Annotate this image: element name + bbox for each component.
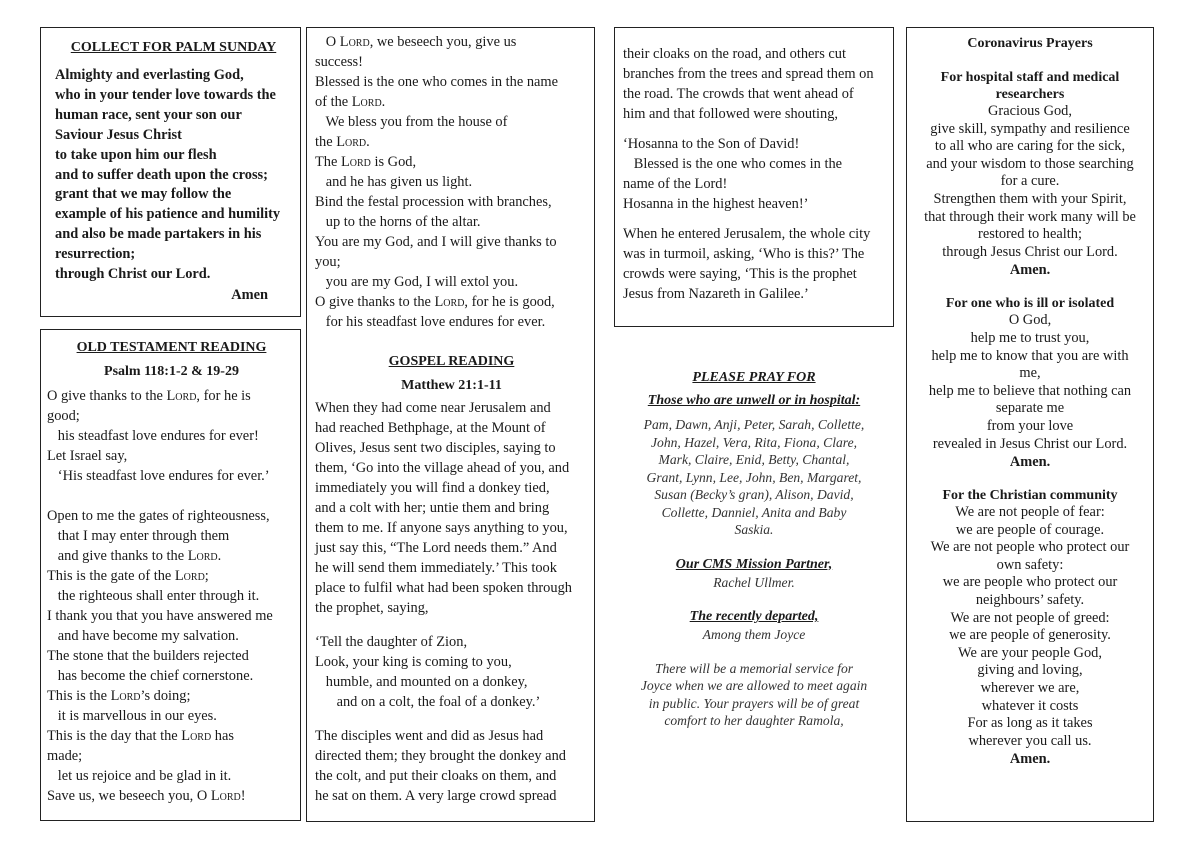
- gospel-line: ‘Hosanna to the Son of David!: [623, 136, 800, 152]
- prayer-line: help me to trust you,: [970, 329, 1090, 346]
- gospel-line: the road. The crowds that went ahead of: [623, 86, 854, 102]
- collect-line: and to suffer death upon the cross;: [55, 166, 268, 183]
- prayer-line: Gracious God,: [988, 103, 1072, 119]
- psalm-line: success!: [315, 54, 363, 70]
- psalm-line: ‘His steadfast love endures for ever.’: [47, 468, 270, 484]
- divine-name: Lord: [166, 388, 197, 404]
- psalm-line: O give thanks to the Lord, for he is good,: [315, 294, 555, 310]
- gospel-continuation-panel: [614, 27, 894, 327]
- gospel-line: Jesus from Nazareth in Galilee.’: [623, 286, 809, 302]
- prayer-line: neighbours’ safety.: [975, 592, 1085, 609]
- psalm-line: and he has given us light.: [315, 174, 473, 190]
- collect-heading: COLLECT FOR PALM SUNDAY: [70, 40, 277, 55]
- divine-name: Lord: [110, 688, 141, 704]
- psalm-line: Save us, we beseech you, O Lord!: [47, 788, 246, 804]
- gospel-line: had reached Bethphage, at the Mount of: [315, 420, 546, 436]
- collect-line: Almighty and everlasting God,: [55, 67, 244, 83]
- gospel-reference: Matthew 21:1-11: [401, 378, 502, 393]
- prayer-hospital: [909, 103, 1151, 261]
- collect-amen: Amen: [231, 286, 268, 303]
- prayer-line: help me to believe that nothing can: [928, 382, 1132, 399]
- prayer-amen: Amen.: [1009, 454, 1051, 471]
- gospel-line: The disciples went and did as Jesus had: [315, 728, 544, 744]
- psalm-line: you are my God, I will extol you.: [315, 274, 519, 290]
- collect-panel: [40, 27, 301, 317]
- gospel-paragraph-1: [315, 398, 588, 618]
- prayer-line: revealed in Jesus Christ our Lord.: [932, 435, 1128, 452]
- gospel-line: Olives, Jesus sent two disciples, saying to: [315, 440, 556, 456]
- mission-partner-heading: Our CMS Mission Partner,: [675, 556, 833, 572]
- psalm-line: and have become my salvation.: [47, 628, 239, 644]
- divine-name: Lord: [174, 568, 205, 584]
- coronavirus-title: Coronavirus Prayers: [967, 36, 1093, 51]
- prayer-line: we are people of generosity.: [949, 627, 1111, 644]
- psalm-line: and give thanks to the Lord.: [47, 548, 222, 564]
- prayer-list: [614, 368, 894, 748]
- divine-name: Lord: [340, 154, 371, 170]
- prayer-line: We are your people God,: [958, 644, 1102, 661]
- psalm-line: that I may enter through them: [47, 528, 230, 544]
- gospel-heading: GOSPEL READING: [388, 354, 515, 369]
- prayer-ill: [909, 312, 1151, 453]
- prayer-line: and your wisdom to those searching: [926, 155, 1134, 172]
- prayer-line: whatever it costs: [981, 697, 1079, 714]
- prayer-line: O God,: [1008, 312, 1052, 329]
- psalm-line: you;: [315, 254, 341, 270]
- psalm-line: Open to me the gates of righteousness,: [47, 508, 270, 524]
- departed-names: Among them Joyce: [702, 627, 806, 642]
- psalm-line: This is the gate of the Lord;: [47, 568, 209, 584]
- psalm-line: let us rejoice and be glad in it.: [47, 768, 232, 784]
- psalm-line: This is the Lord’s doing;: [47, 688, 191, 704]
- divine-name: Lord: [336, 134, 367, 150]
- prayer-line: restored to health;: [978, 226, 1082, 243]
- divine-name: Lord: [210, 788, 241, 804]
- gospel-quote: [315, 632, 588, 712]
- collect-line: through Christ our Lord.: [55, 266, 211, 283]
- gospel-line: ‘Tell the daughter of Zion,: [315, 634, 468, 650]
- prayer-line: we are people who protect our: [942, 574, 1118, 591]
- divine-name: Lord: [339, 34, 370, 50]
- prayer-line: We are not people of fear:: [955, 504, 1105, 521]
- gospel-line: Hosanna in the highest heaven!’: [623, 196, 809, 212]
- coronavirus-prayers-panel: [906, 27, 1154, 822]
- prayer-line: through Jesus Christ our Lord.: [942, 243, 1118, 260]
- prayer-heading-hospital: For hospital staff and medical researchers: [940, 70, 1120, 102]
- psalm-line: O Lord, we beseech you, give us: [315, 34, 517, 50]
- collect-line: Saviour Jesus Christ: [55, 126, 182, 143]
- psalm-stanza-2: [47, 506, 296, 806]
- gospel-line: and a colt with her; untie them and bring: [315, 500, 550, 516]
- unwell-heading: Those who are unwell or in hospital:: [647, 393, 861, 408]
- prayer-amen: Amen.: [1009, 262, 1051, 279]
- prayer-line: to all who are caring for the sick,: [934, 138, 1126, 155]
- prayer-line: separate me: [995, 400, 1065, 417]
- prayer-line: We are not people who protect our: [930, 539, 1130, 556]
- gospel-line: humble, and mounted on a donkey,: [315, 674, 528, 690]
- gospel-paragraph-2: [315, 726, 588, 806]
- psalm-line: the Lord.: [315, 134, 370, 150]
- gospel-line: the prophet, saying,: [315, 600, 429, 616]
- prayer-amen: Amen.: [1009, 751, 1051, 768]
- gospel-line: Blessed is the one who comes in the: [623, 156, 843, 172]
- psalm-stanza-1: [47, 386, 296, 486]
- gospel-line: crowds were saying, ‘This is the prophet: [623, 266, 857, 282]
- divine-name: Lord: [351, 94, 382, 110]
- gospel-line: he will send them immediately.’ This took: [315, 560, 557, 576]
- hosanna-quote: [623, 134, 887, 214]
- memorial-note: There will be a memorial service for Joyce when we are allowed to meet again in public. Your prayers will be of great comfort to her daughter Ramola,: [640, 660, 868, 728]
- gospel-paragraph-4: [623, 224, 887, 304]
- gospel-line: branches from the trees and spread them on: [623, 66, 874, 82]
- psalm-line: The stone that the builders rejected: [47, 648, 249, 664]
- gospel-line: Look, your king is coming to you,: [315, 654, 512, 670]
- mission-partner-name: Rachel Ullmer.: [713, 574, 795, 590]
- old-testament-heading: OLD TESTAMENT READING: [76, 340, 267, 355]
- gospel-line: and on a colt, the foal of a donkey.’: [315, 694, 541, 710]
- psalm-continuation: [315, 32, 588, 332]
- psalm-line: of the Lord.: [315, 94, 386, 110]
- psalm-line: for his steadfast love endures for ever.: [315, 314, 546, 330]
- psalm-line: I thank you that you have answered me: [47, 608, 273, 624]
- prayer-line: give skill, sympathy and resilience: [930, 120, 1130, 137]
- psalm-line: Blessed is the one who comes in the name: [315, 74, 558, 90]
- prayer-line: me,: [1019, 365, 1041, 382]
- prayer-line: from your love: [986, 417, 1074, 434]
- prayer-community: [909, 504, 1151, 750]
- prayer-line: We are not people of greed:: [950, 609, 1110, 626]
- gospel-line: just say this, “The Lord needs them.” And: [315, 540, 557, 556]
- psalm-line: it is marvellous in our eyes.: [47, 708, 217, 724]
- prayer-heading-ill: For one who is ill or isolated: [945, 296, 1115, 312]
- psalm-line: up to the horns of the altar.: [315, 214, 481, 230]
- divine-name: Lord: [187, 548, 218, 564]
- prayer-line: wherever we are,: [980, 680, 1080, 697]
- psalm-line: Let Israel say,: [47, 448, 128, 464]
- psalm-line: The Lord is God,: [315, 154, 417, 170]
- psalm-line: his steadfast love endures for ever!: [47, 428, 259, 444]
- gospel-line: directed them; they brought the donkey and: [315, 748, 566, 764]
- collect-text: [55, 66, 292, 285]
- collect-line: and also be made partakers in his: [55, 226, 262, 243]
- prayer-line: help me to know that you are with: [931, 347, 1129, 364]
- gospel-line: When they had come near Jerusalem and: [315, 400, 551, 416]
- prayer-line: Strengthen them with your Spirit,: [933, 190, 1127, 207]
- psalm-reference: Psalm 118:1-2 & 19-29: [104, 364, 239, 379]
- pray-for-heading: PLEASE PRAY FOR: [692, 370, 816, 385]
- psalm-line: the righteous shall enter through it.: [47, 588, 260, 604]
- prayer-line: that through their work many will be: [924, 208, 1136, 225]
- prayer-line: wherever you call us.: [968, 732, 1092, 749]
- prayer-line: we are people of courage.: [955, 521, 1105, 538]
- collect-line: to take upon him our flesh: [55, 146, 217, 163]
- psalm-line: This is the day that the Lord has: [47, 728, 234, 744]
- divine-name: Lord: [434, 294, 465, 310]
- prayer-line: For as long as it takes: [967, 715, 1093, 732]
- gospel-line: place to fulfil what had been spoken through: [315, 580, 572, 596]
- gospel-line: the colt, and put their cloaks on them, and: [315, 768, 557, 784]
- prayer-line: for a cure.: [1000, 173, 1060, 190]
- gospel-line: was in turmoil, asking, ‘Who is this?’ The: [623, 246, 865, 262]
- collect-line: example of his patience and humility: [55, 206, 281, 223]
- psalm-line: has become the chief cornerstone.: [47, 668, 254, 684]
- collect-line: human race, sent your son our: [55, 106, 242, 123]
- departed-heading: The recently departed,: [689, 609, 819, 624]
- prayer-line: own safety:: [996, 556, 1064, 573]
- prayer-heading-community: For the Christian community: [942, 488, 1118, 504]
- gospel-line: them to me. If anyone says anything to you,: [315, 520, 568, 536]
- gospel-paragraph-3: [623, 44, 887, 124]
- divine-name: Lord: [181, 728, 212, 744]
- unwell-names: Pam, Dawn, Anji, Peter, Sarah, Collette, John, Hazel, Vera, Rita, Fiona, Clare, Mark, Claire, Enid, Betty, Chantal, Grant, Lynn, Lee, John, Ben, Margaret, Susan (Becky’s gran), Alison, David, Collette, Danniel, Anita and Baby Saskia.: [643, 417, 865, 537]
- prayer-line: giving and loving,: [977, 662, 1083, 679]
- collect-line: grant that we may follow the: [55, 186, 232, 203]
- psalm-line: O give thanks to the Lord, for he is: [47, 388, 251, 404]
- psalm-line: We bless you from the house of: [315, 114, 508, 130]
- gospel-line: immediately you will find a donkey tied,: [315, 480, 550, 496]
- gospel-line: name of the Lord!: [623, 176, 728, 192]
- psalm-line: good;: [47, 408, 80, 424]
- gospel-line: him and that followed were shouting,: [623, 106, 839, 122]
- gospel-line: them, ‘Go into the village ahead of you, and: [315, 460, 570, 476]
- collect-line: who in your tender love towards the: [55, 86, 276, 103]
- gospel-panel: [306, 27, 595, 822]
- psalm-line: You are my God, and I will give thanks to: [315, 234, 557, 250]
- gospel-line: their cloaks on the road, and others cut: [623, 46, 846, 62]
- collect-line: resurrection;: [55, 246, 136, 263]
- gospel-line: When he entered Jerusalem, the whole city: [623, 226, 871, 242]
- psalm-line: Bind the festal procession with branches,: [315, 194, 552, 210]
- old-testament-panel: [40, 329, 301, 821]
- psalm-line: made;: [47, 748, 83, 764]
- gospel-line: he sat on them. A very large crowd spread: [315, 788, 557, 804]
